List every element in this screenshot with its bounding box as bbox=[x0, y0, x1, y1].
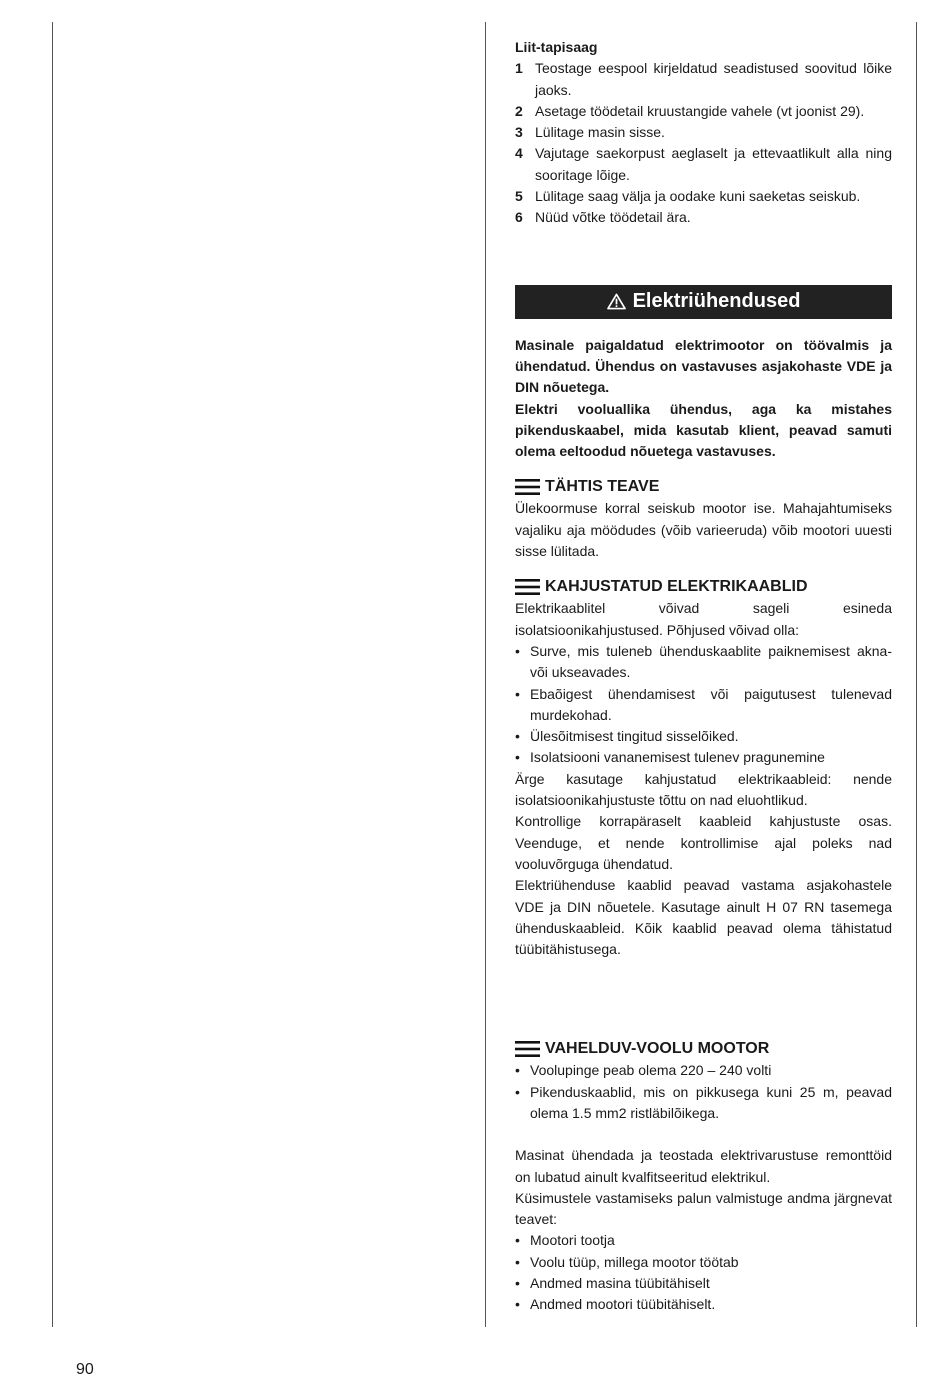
bullet-icon: • bbox=[515, 1253, 520, 1270]
bullet-icon: • bbox=[515, 1296, 520, 1313]
step-text: Teostage eespool kirjeldatud seadistused soovitud lõike jaoks. bbox=[535, 60, 892, 98]
electric-section-banner bbox=[515, 285, 892, 319]
damaged-cables-section bbox=[515, 576, 892, 960]
list-item bbox=[515, 747, 892, 768]
list-item-text: Isolatsiooni vananemisest tulenev pragunemine bbox=[530, 749, 825, 766]
ac-motor-title: VAHELDUV-VOOLU MOOTOR bbox=[545, 1040, 770, 1058]
ac-motor-list bbox=[515, 1060, 892, 1124]
step-item bbox=[515, 207, 892, 228]
info-lines-icon bbox=[515, 579, 540, 595]
list-item bbox=[515, 1230, 892, 1251]
saw-steps-list bbox=[515, 58, 892, 228]
bullet-icon: • bbox=[515, 685, 520, 702]
ac-motor-paragraph: Masinat ühendada ja teostada elektrivarustuse remonttöid on lubatud ainult kvalfitseeritud elektrikul. bbox=[515, 1147, 892, 1185]
step-item bbox=[515, 101, 892, 122]
damaged-cables-title: KAHJUSTATUD ELEKTRIKAABLID bbox=[545, 578, 808, 596]
list-item-text: Mootori tootja bbox=[530, 1232, 615, 1249]
damaged-causes-list bbox=[515, 641, 892, 769]
list-item bbox=[515, 1082, 892, 1125]
important-text: Ülekoormuse korral seiskub mootor ise. Mahajahtumiseks vajaliku aja möödudes (võib varieeruda) võib mootori uuesti sisse lülitada. bbox=[515, 500, 892, 560]
list-item bbox=[515, 1252, 892, 1273]
step-text: Asetage töödetail kruustangide vahele (vt joonist 29). bbox=[535, 102, 865, 119]
bullet-icon: • bbox=[515, 1062, 520, 1079]
list-item-text: Ebaõigest ühendamisest või paigutusest tulenevad murdekohad. bbox=[530, 685, 892, 723]
list-item-text: Andmed masina tüübitähiselt bbox=[530, 1275, 710, 1292]
list-item bbox=[515, 726, 892, 747]
left-margin-rule bbox=[52, 22, 53, 1327]
bullet-icon: • bbox=[515, 642, 520, 659]
bullet-icon: • bbox=[515, 1232, 520, 1249]
list-item bbox=[515, 641, 892, 684]
bullet-icon: • bbox=[515, 1275, 520, 1292]
step-text: Lülitage saag välja ja oodake kuni saeketas seiskub. bbox=[535, 188, 861, 205]
right-column bbox=[515, 37, 892, 1316]
electric-intro-paragraph: Masinale paigaldatud elektrimootor on töövalmis ja ühendatud. Ühendus on vastavuses asjakohaste VDE ja DIN nõuetega. bbox=[515, 336, 892, 396]
electric-intro bbox=[515, 335, 892, 463]
list-item-text: Voolu tüüp, millega mootor töötab bbox=[530, 1253, 739, 1270]
step-number: 4 bbox=[515, 145, 523, 162]
ac-motor-section bbox=[515, 1038, 892, 1315]
electric-banner-title: Elektriühendused bbox=[632, 290, 801, 313]
list-item-text: Surve, mis tuleneb ühenduskaablite paiknemisest akna- või ukseavades. bbox=[530, 642, 892, 681]
step-text: Vajutage saekorpust aeglaselt ja ettevaatlikult alla ning sooritage lõige. bbox=[535, 145, 892, 183]
damaged-paragraph: Kontrollige korrapäraselt kaableid kahjustuste osas. Veenduge, et nende kontrollimise ajal poleks nad vooluvõrguga ühendatud. bbox=[515, 813, 892, 872]
list-item bbox=[515, 1060, 892, 1081]
step-text: Nüüd võtke töödetail ära. bbox=[535, 209, 691, 226]
saw-section bbox=[515, 37, 892, 229]
list-item-text: Ülesõitmisest tingitud sisselõiked. bbox=[530, 728, 739, 745]
list-item-text: Voolupinge peab olema 220 – 240 volti bbox=[530, 1062, 772, 1079]
list-item-text: Andmed mootori tüübitähiselt. bbox=[530, 1296, 716, 1313]
step-item bbox=[515, 122, 892, 143]
step-item bbox=[515, 58, 892, 101]
step-number: 6 bbox=[515, 209, 523, 226]
bullet-icon: • bbox=[515, 1083, 520, 1100]
right-margin-rule bbox=[916, 22, 917, 1327]
info-lines-icon bbox=[515, 1041, 540, 1057]
bullet-icon: • bbox=[515, 749, 520, 766]
warning-triangle-icon bbox=[607, 293, 626, 310]
electric-intro-paragraph: Elektri vooluallika ühendus, aga ka mistahes pikenduskaabel, mida kasutab klient, peavad samuti olema eeltoodud nõuetega vastavuses. bbox=[515, 400, 892, 460]
step-number: 5 bbox=[515, 188, 523, 205]
info-required-list bbox=[515, 1230, 892, 1315]
damaged-intro: Elektrikaablitel võivad sageli esineda isolatsioonikahjustused. Põhjused võivad olla: bbox=[515, 600, 892, 638]
info-lines-icon bbox=[515, 479, 540, 495]
ac-motor-heading bbox=[515, 1038, 892, 1060]
list-item-text: Pikenduskaablid, mis on pikkusega kuni 25 m, peavad olema 1.5 mm2 ristläbilõikega. bbox=[530, 1083, 892, 1121]
column-divider-rule bbox=[485, 22, 486, 1327]
step-number: 2 bbox=[515, 102, 523, 119]
list-item bbox=[515, 1273, 892, 1294]
bullet-icon: • bbox=[515, 728, 520, 745]
important-heading bbox=[515, 476, 892, 498]
important-title: TÄHTIS TEAVE bbox=[545, 478, 660, 496]
important-section bbox=[515, 476, 892, 562]
list-item bbox=[515, 684, 892, 727]
ac-motor-paragraph: Küsimustele vastamiseks palun valmistuge andma järgnevat teavet: bbox=[515, 1189, 892, 1228]
step-text: Lülitage masin sisse. bbox=[535, 124, 665, 141]
list-item bbox=[515, 1294, 892, 1315]
damaged-cables-heading bbox=[515, 576, 892, 598]
step-number: 3 bbox=[515, 124, 523, 141]
page-number: 90 bbox=[76, 1361, 94, 1378]
step-item bbox=[515, 143, 892, 186]
step-number: 1 bbox=[515, 60, 523, 77]
damaged-paragraph: Elektriühenduse kaablid peavad vastama asjakohastele VDE ja DIN nõuetele. Kasutage ainult H 07 RN tasemega ühenduskaableid. Kõik kaablid peavad olema tähistatud tüübitähistusega. bbox=[515, 877, 892, 958]
damaged-paragraph: Ärge kasutage kahjustatud elektrikaableid: nende isolatsioonikahjustuste tõttu on nad eluohtlikud. bbox=[515, 770, 892, 809]
saw-title: Liit-tapisaag bbox=[515, 39, 598, 55]
step-item bbox=[515, 186, 892, 207]
